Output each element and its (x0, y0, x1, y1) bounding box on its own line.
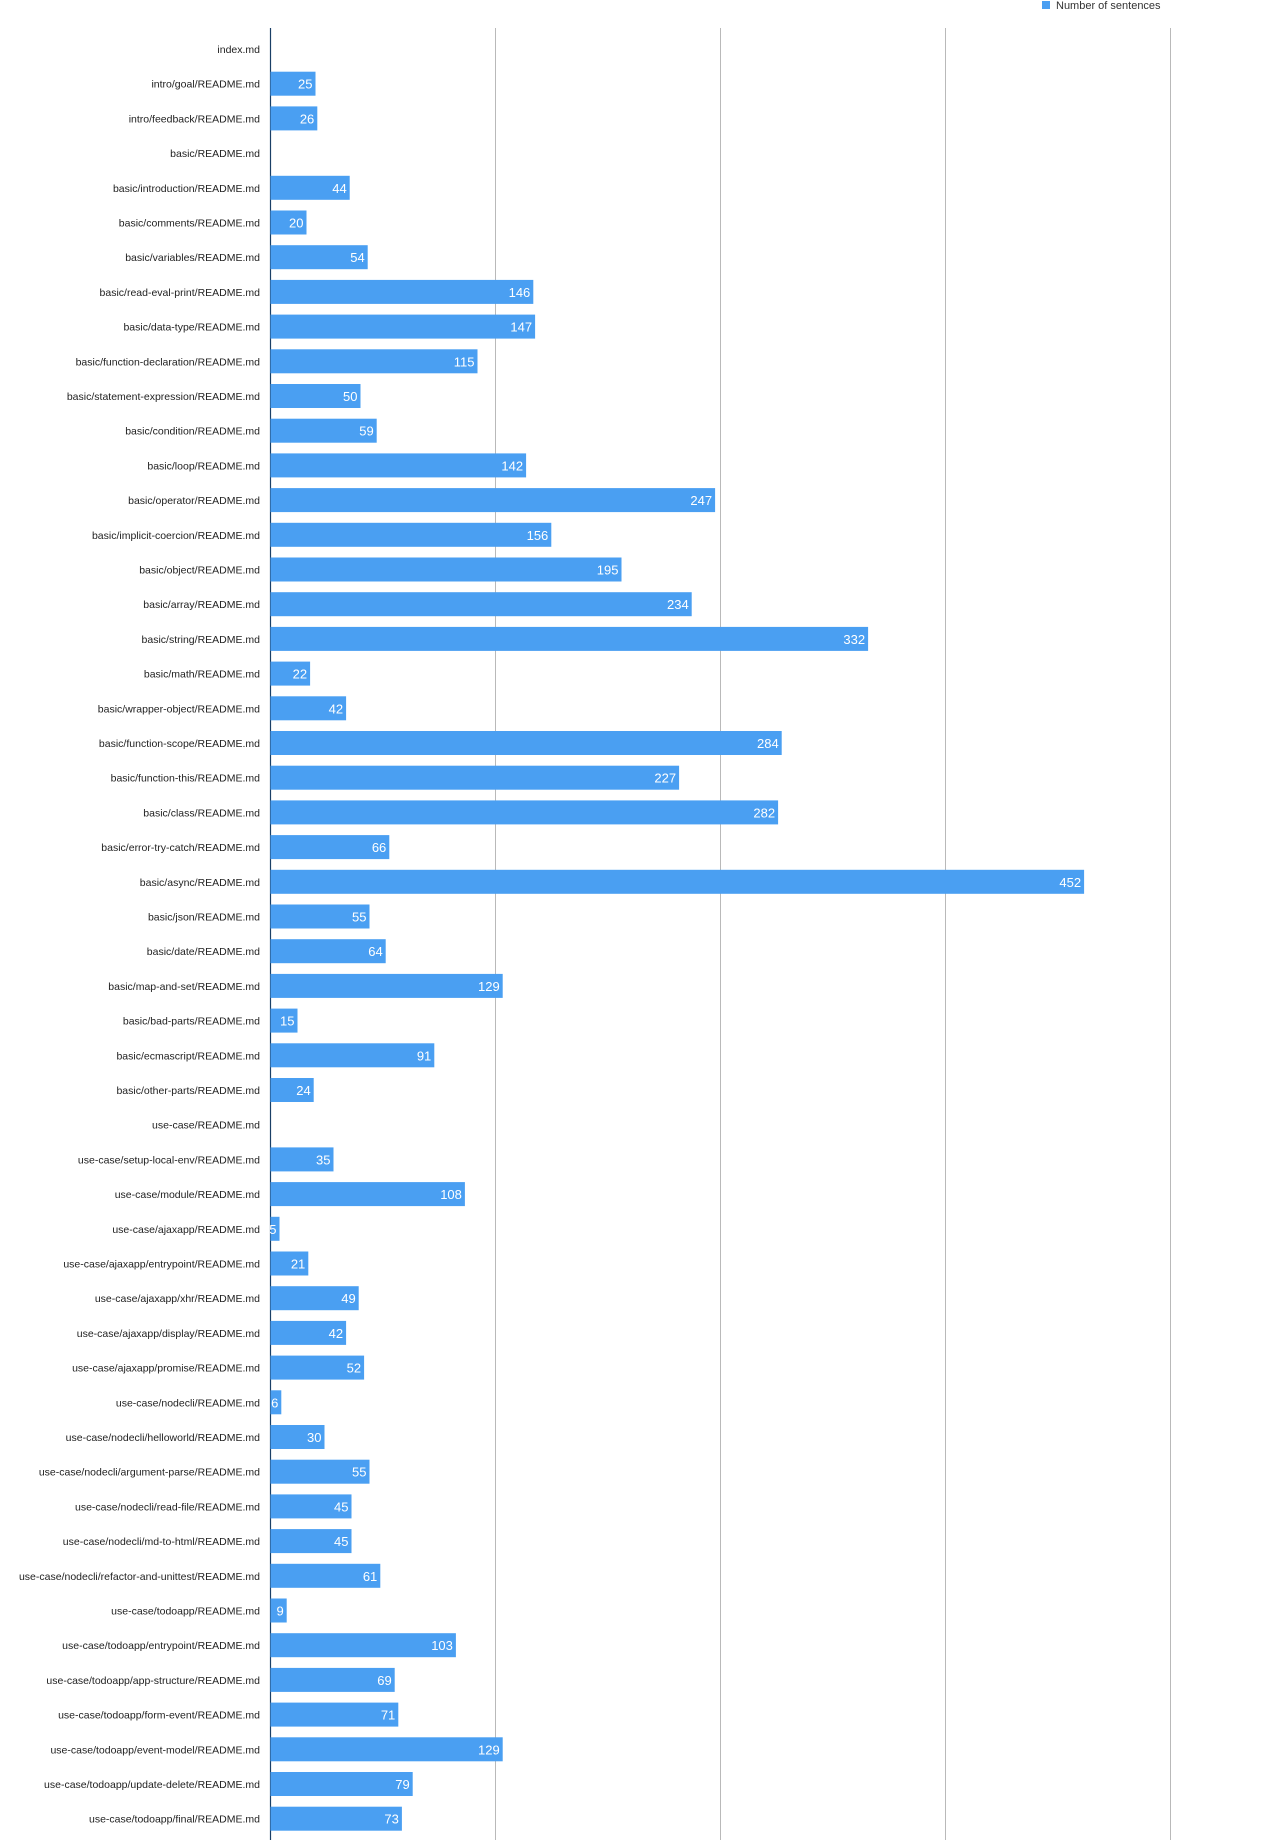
category-label: basic/variables/README.md (125, 252, 260, 265)
category-label: index.md (217, 44, 260, 56)
data-label: 42 (328, 701, 344, 717)
data-label: 195 (596, 562, 619, 578)
category-label: use-case/todoapp/README.md (111, 1605, 260, 1618)
category-label: use-case/ajaxapp/display/README.md (76, 1327, 260, 1340)
bar (271, 1043, 435, 1067)
category-label: basic/statement-expression/README.md (66, 391, 260, 403)
data-label: 284 (756, 736, 779, 751)
category-label: basic/date/README.md (146, 946, 260, 959)
data-label: 55 (352, 909, 367, 925)
data-label: 45 (334, 1499, 349, 1515)
bar (271, 731, 782, 755)
data-label: 282 (753, 805, 776, 821)
category-label: use-case/todoapp/final/README.md (89, 1813, 260, 1826)
category-label: use-case/todoapp/update-delete/README.md (44, 1779, 260, 1791)
category-label: use-case/README.md (152, 1119, 260, 1132)
data-label: 9 (276, 1603, 284, 1619)
data-label: 91 (416, 1048, 432, 1064)
data-label: 79 (395, 1777, 410, 1792)
value-labels (269, 77, 1081, 1827)
data-label: 15 (280, 1013, 295, 1029)
data-label: 5 (269, 1221, 277, 1237)
bar (271, 1737, 503, 1761)
category-label: basic/README.md (170, 148, 260, 161)
bar (271, 870, 1085, 894)
data-label: 146 (508, 284, 531, 300)
data-label: 26 (299, 111, 315, 127)
data-label: 156 (526, 527, 549, 543)
category-label: use-case/setup-local-env/README.md (77, 1154, 260, 1167)
data-label: 22 (292, 666, 308, 682)
data-label: 55 (352, 1464, 367, 1480)
data-label: 24 (296, 1083, 311, 1098)
category-label: basic/map-and-set/README.md (108, 980, 260, 993)
bar (271, 558, 622, 582)
category-label: use-case/todoapp/entrypoint/README.md (62, 1640, 260, 1653)
bar (271, 1668, 395, 1692)
category-label: use-case/nodecli/refactor-and-unittest/README.md (18, 1570, 260, 1583)
legend-swatch (1042, 1, 1050, 9)
category-label: basic/condition/README.md (125, 425, 260, 438)
bars (271, 72, 1085, 1831)
data-label: 108 (440, 1187, 462, 1203)
data-label: 49 (341, 1291, 356, 1307)
bar (271, 1772, 413, 1796)
data-label: 59 (359, 423, 374, 439)
category-label: basic/async/README.md (139, 876, 260, 889)
category-label: use-case/ajaxapp/xhr/README.md (94, 1293, 260, 1306)
data-label: 142 (501, 458, 524, 474)
data-label: 30 (307, 1430, 322, 1445)
bar (271, 488, 716, 512)
bar (271, 627, 869, 651)
data-label: 61 (362, 1568, 378, 1584)
data-label: 44 (332, 180, 347, 196)
data-label: 452 (1059, 874, 1082, 890)
data-label: 45 (334, 1534, 349, 1550)
data-label: 21 (290, 1256, 306, 1272)
data-label: 50 (343, 389, 358, 404)
category-label: basic/function-declaration/README.md (75, 356, 260, 369)
category-label: intro/feedback/README.md (128, 113, 260, 126)
data-label: 234 (666, 597, 689, 613)
category-label: basic/implicit-coercion/README.md (91, 529, 260, 542)
data-label: 73 (384, 1811, 399, 1827)
bar (271, 1182, 465, 1206)
data-label: 103 (431, 1638, 453, 1654)
bar (271, 315, 536, 339)
data-label: 71 (380, 1707, 396, 1723)
category-label: basic/json/README.md (147, 911, 260, 924)
category-label: use-case/nodecli/argument-parse/README.md (38, 1466, 260, 1479)
data-label: 69 (377, 1672, 392, 1688)
category-label: use-case/todoapp/form-event/README.md (58, 1709, 260, 1722)
data-label: 227 (654, 770, 677, 786)
data-label: 332 (843, 631, 866, 647)
data-label: 6 (271, 1395, 279, 1411)
category-label: basic/read-eval-print/README.md (99, 286, 260, 299)
data-label: 129 (477, 978, 500, 994)
legend (1042, 0, 1161, 12)
category-label: basic/string/README.md (141, 633, 260, 646)
category-label: basic/ecmascript/README.md (116, 1050, 260, 1063)
category-label: intro/goal/README.md (151, 78, 260, 91)
category-label: basic/function-this/README.md (110, 772, 260, 785)
category-label: basic/operator/README.md (128, 495, 260, 508)
category-label: basic/math/README.md (143, 668, 260, 681)
category-label: basic/bad-parts/README.md (122, 1015, 260, 1028)
bar (271, 280, 534, 304)
bar (271, 974, 503, 998)
data-label: 129 (477, 1742, 500, 1758)
data-label: 54 (350, 250, 365, 266)
bar (271, 453, 527, 477)
category-label: basic/object/README.md (139, 564, 260, 577)
category-label: use-case/ajaxapp/promise/README.md (72, 1362, 260, 1375)
category-label: use-case/nodecli/helloworld/README.md (65, 1432, 260, 1444)
category-label: use-case/todoapp/app-structure/README.md (46, 1674, 260, 1687)
bar (271, 766, 680, 790)
data-label: 52 (346, 1360, 362, 1376)
category-label: basic/wrapper-object/README.md (97, 703, 260, 716)
data-label: 20 (289, 215, 304, 231)
category-label: use-case/module/README.md (114, 1189, 260, 1202)
bar (271, 523, 552, 547)
bar (271, 1703, 399, 1727)
bar (271, 592, 692, 616)
category-label: basic/other-parts/README.md (116, 1085, 260, 1097)
category-label: use-case/todoapp/event-model/README.md (50, 1744, 260, 1757)
category-label: basic/array/README.md (143, 599, 260, 612)
data-label: 66 (371, 840, 387, 856)
category-label: basic/class/README.md (143, 807, 260, 820)
category-labels (19, 44, 260, 1826)
data-label: 247 (690, 493, 713, 509)
data-label: 147 (510, 319, 533, 335)
category-label: basic/loop/README.md (147, 460, 260, 473)
bar (271, 1807, 402, 1831)
category-label: use-case/nodecli/read-file/README.md (75, 1501, 260, 1514)
data-label: 35 (316, 1152, 331, 1168)
category-label: basic/error-try-catch/README.md (101, 842, 260, 855)
bar (271, 1633, 456, 1657)
category-label: basic/function-scope/README.md (98, 738, 260, 750)
data-label: 42 (328, 1325, 344, 1341)
category-label: basic/introduction/README.md (112, 182, 260, 195)
data-label: 25 (298, 76, 313, 92)
legend-label: Number of sentences (1056, 0, 1161, 12)
category-label: basic/comments/README.md (118, 217, 260, 230)
data-label: 115 (453, 354, 475, 370)
bar (271, 800, 779, 824)
category-label: use-case/nodecli/README.md (115, 1397, 260, 1410)
data-label: 64 (368, 944, 383, 960)
category-label: use-case/ajaxapp/entrypoint/README.md (63, 1258, 260, 1271)
category-label: use-case/ajaxapp/README.md (112, 1223, 260, 1236)
category-label: use-case/nodecli/md-to-html/README.md (62, 1536, 260, 1549)
bar (271, 349, 478, 373)
category-label: basic/data-type/README.md (123, 321, 260, 334)
